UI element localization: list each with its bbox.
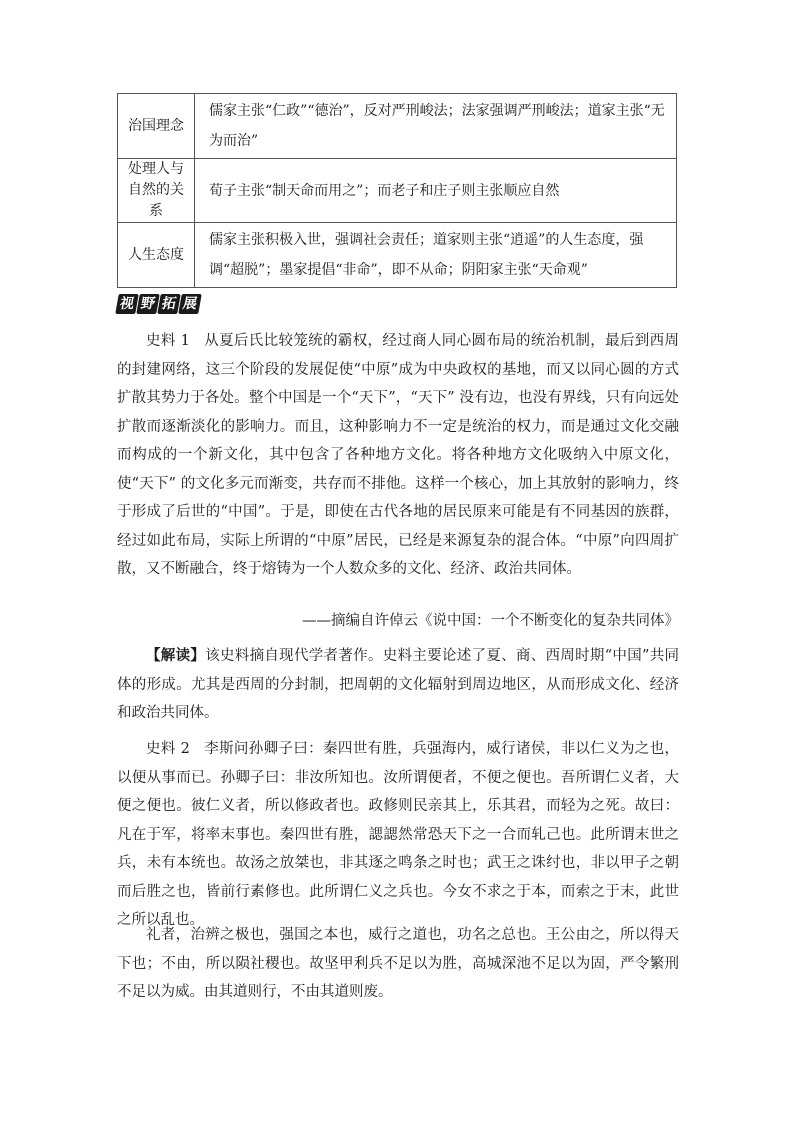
table-row [118,159,677,223]
material-1-source: ——摘编自许倬云《说中国：一个不断变化的复杂共同体》 [302,613,679,629]
material-2-paragraph-2: 礼者，治辨之极也，强国之本也，威行之道也，功名之总也。王公由之，所以得天下也；不由，所以陨社稷也。故坚甲利兵不足以为胜，高城深池不足以为固，严令繁刑不足以为威。由其道则行，不由其道则废。 [117,927,679,1000]
row-label: 治国理念 [118,94,195,159]
material-1-paragraph [117,327,679,584]
row-content: 荀子主张“制天命而用之”；而老子和庄子则主张顺应自然 [195,159,677,223]
row-label: 处理人与自然的关系 [118,159,195,223]
table-row [118,94,677,159]
badge-char: 视 [115,294,139,314]
badge-char: 拓 [157,294,181,314]
section-badge [115,294,202,314]
badge-char: 野 [136,294,160,314]
material-1-label: 史料 1 [146,333,190,349]
interpretation-text: 该史料摘自现代学者著作。史料主要论述了夏、商、西周时期“中国”共同体的形成。尤其是西周的分封制，把周朝的文化辐射到周边地区，从而形成文化、经济和政治共同体。 [117,648,679,721]
interpretation-paragraph [117,642,679,728]
material-2-label: 史料 2 [146,741,190,757]
material-2-text: 李斯问孙卿子曰：秦四世有胜，兵强海内，威行诸侯，非以仁义为之也，以便从事而已。孙卿子曰：非汝所知也。汝所谓便者，不便之便也。吾所谓仁义者，大便之便也。彼仁义者，所以修政者也。政修则民亲其上，乐其君，而轻为之死。故曰：凡在于军，将率末事也。秦四世有胜，諰諰然常恐天下之一合而轧己也。此所谓末世之兵，未有本统也。故汤之放桀也，非其逐之鸣条之时也；武王之诛纣也，非以甲子之朝而后胜之也，皆前行素修也。此所谓仁义之兵也。今女不求之于本，而索之于末，此世之所以乱也。 [117,741,680,928]
row-content: 儒家主张“仁政”“德治”，反对严刑峻法；法家强调严刑峻法；道家主张“无为而治” [195,94,677,159]
interpretation-label: 【解读】 [146,647,206,664]
row-label: 人生态度 [118,223,195,288]
table-row [118,223,677,288]
material-1-text: 从夏后氏比较笼统的霸权，经过商人同心圆布局的统治机制，最后到西周的封建网络，这三个阶段的发展促使“中原”成为中央政权的基地，而又以同心圆的方式扩散其势力于各处。整个中国是一个“天下”，“天下” 没有边，也没有界线，只有向远处扩散而逐渐淡化的影响力。而且，这种影响力不一定是统治的权力，而是通过文化交融而构成的一个新文化，其中包含了各种地方文化。将各种地方文化吸纳入中原文化，使“天下” 的文化多元而渐变，共存而不排他。这样一个核心，加上其放射的影响力，终于形成了后世的“中国”。于是，即使在古代各地的居民原来可能是有不同基因的族群，经过如此布局，实际上所谓的“中原”居民，已经是来源复杂的混合体。“中原”向四周扩散，又不断融合，终于熔铸为一个人数众多的文化、经济、政治共同体。 [117,333,680,577]
material-2-paragraph [117,735,679,935]
badge-char: 展 [178,294,202,314]
row-content: 儒家主张积极入世，强调社会责任；道家则主张“逍遥”的人生态度，强调“超脱”；墨家提倡“非命”，即不从命；阴阳家主张“天命观” [195,223,677,288]
comparison-table [117,93,677,288]
